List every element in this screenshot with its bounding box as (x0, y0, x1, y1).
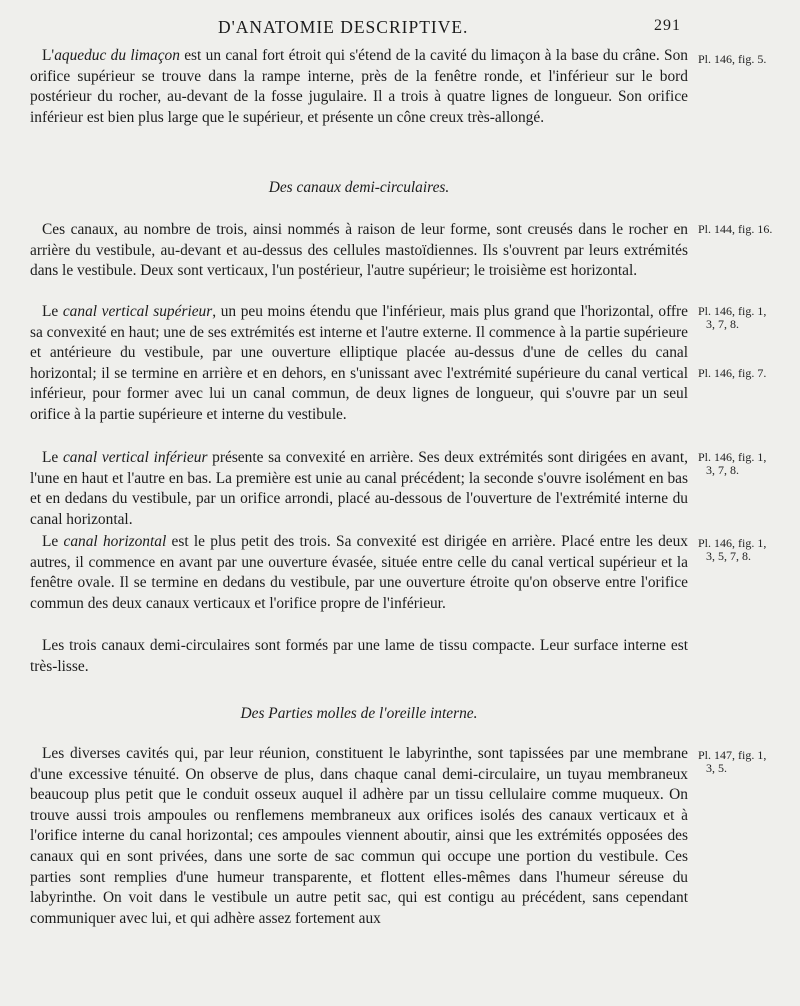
paragraph-canal-vertical-inferieur (30, 448, 688, 530)
margin-note-line: 3, 7, 8. (706, 317, 739, 331)
italic-term: canal vertical supérieur (62, 303, 213, 320)
margin-note-line: Pl. 146, fig. 1, (698, 536, 767, 550)
margin-note-line: 3, 5. (706, 761, 727, 775)
paragraph-parties-molles (30, 744, 688, 929)
text-run: Ces canaux, au nombre de trois, ainsi nommés à raison de leur forme, sont creusés dans le rocher en arrière du vestibule, au-devant et au-dessus des cellules mastoïdiennes. Ils s'ouvrent par leurs extrémités dans le vestibule. Deux sont verticaux, l'un postérieur, l'autre supérieur; le troisième est horizontal. (30, 221, 688, 280)
text-run: Le (42, 533, 64, 550)
text-run: , un peu moins étendu que l'inférieur, mais plus grand que l'horizontal, offre sa convexité en haut; une de ses extrémités est interne et l'autre externe. Il commence à la partie supérieure et antérieure du vestibule, par une ouverture elliptique placée au-dessus d'une de celles du canal horizontal; il se termine en arrière et en dehors, en s'unissant avec l'extrémité supérieure du canal vertical inférieur, pour former avec lui un canal commun, de deux lignes de longueur, qui s'ouvre par un seul orifice à la partie supérieure et interne du vestibule. (30, 303, 688, 423)
text-run: Les diverses cavités qui, par leur réunion, constituent le labyrinthe, sont tapissées par une membrane d'une excessive ténuité. On observe de plus, dans chaque canal demi-circulaire, un tuyau membraneux beaucoup plus petit que le conduit osseux auquel il adhère par un tissu cellulaire comme muqueux. On trouve aussi trois ampoules ou renflemens membraneux aux orifices isolés des canaux verticaux et à l'orifice interne du canal horizontal; ces ampoules viennent aboutir, ainsi que les extrémités opposées des canaux qui en sont privées, dans une sorte de sac commun qui occupe une portion du vestibule. Ces parties sont remplies d'une humeur transparente, et flottent elles-mêmes dans l'humeur séreuse du labyrinthe. On voit dans le vestibule un autre petit sac, qui est contigu au précédent, sans cependant communiquer avec lui, et qui adhère assez fortement aux (30, 745, 688, 927)
margin-note-line: 3, 5, 7, 8. (706, 549, 751, 563)
paragraph-canal-vertical-superieur (30, 302, 688, 426)
italic-term: aqueduc du limaçon (54, 47, 180, 64)
paragraph-aqueduc (30, 46, 688, 128)
text-run: présente sa convexité en arrière. Ses deux extrémités sont dirigées en avant, l'une en haut et l'autre en bas. La première est unie au canal précédent; la seconde s'ouvre isolément en bas et en dedans du vestibule, par un orifice arrondi, placé au-dessous de l'ouverture de l'extrémité interne du canal horizontal. (30, 449, 688, 528)
text-run: Les trois canaux demi-circulaires sont formés par une lame de tissu compacte. Leur surface interne est très-lisse. (30, 637, 688, 675)
text-run: est le plus petit des trois. Sa convexité est dirigée en arrière. Placé entre les deux autres, il commence en avant par une ouverture évasée, située entre celle du canal vertical supérieur et la fenêtre ovale. Il se termine en dedans du vestibule, par une ouverture étroite qu'on observe entre l'orifice commun des deux canaux verticaux et l'orifice propre de l'inférieur. (30, 533, 688, 612)
margin-note-line: Pl. 147, fig. 1, (698, 748, 767, 762)
margin-note-line: 3, 7, 8. (706, 463, 739, 477)
text-run: L' (42, 47, 55, 64)
text-run: Le (42, 449, 63, 466)
margin-note-plate-ref (698, 53, 798, 66)
margin-note-line: Pl. 146, fig. 7. (698, 366, 767, 380)
margin-note-line: Pl. 144, fig. 16. (698, 222, 773, 236)
margin-note-plate-ref (698, 537, 798, 563)
paragraph-lame-compacte (30, 636, 688, 677)
text-run: est un canal fort étroit qui s'étend de la cavité du limaçon à la base du crâne. Son orifice supérieur se trouve dans la rampe interne, près de la fenêtre ronde, et l'inférieur sur le bord postérieur du rocher, au-devant de la fosse jugulaire. Il a trois à quatre lignes de longueur. Son orifice inférieur est bien plus large que le supérieur, et présente un cône creux très-allongé. (30, 47, 688, 126)
text-run: Le (42, 303, 63, 320)
running-head: D'ANATOMIE DESCRIPTIVE. (218, 17, 469, 37)
page-header (0, 13, 800, 41)
margin-note-plate-ref (698, 223, 798, 236)
margin-note-plate-ref (698, 367, 798, 380)
margin-note-line: Pl. 146, fig. 1, (698, 450, 767, 464)
page-number: 291 (654, 17, 681, 34)
paragraph-canaux-intro (30, 220, 688, 282)
margin-note-line: Pl. 146, fig. 1, (698, 304, 767, 318)
italic-term: canal vertical inférieur (62, 449, 208, 466)
section-heading-canaux: Des canaux demi-circulaires. (268, 179, 450, 196)
paragraph-canal-horizontal (30, 532, 688, 614)
margin-note-line: Pl. 146, fig. 5. (698, 52, 767, 66)
italic-term: canal horizontal (63, 533, 167, 550)
margin-note-plate-ref (698, 451, 798, 477)
margin-note-plate-ref (698, 749, 798, 775)
section-heading-parties-molles: Des Parties molles de l'oreille interne. (240, 705, 478, 722)
margin-note-plate-ref (698, 305, 798, 331)
